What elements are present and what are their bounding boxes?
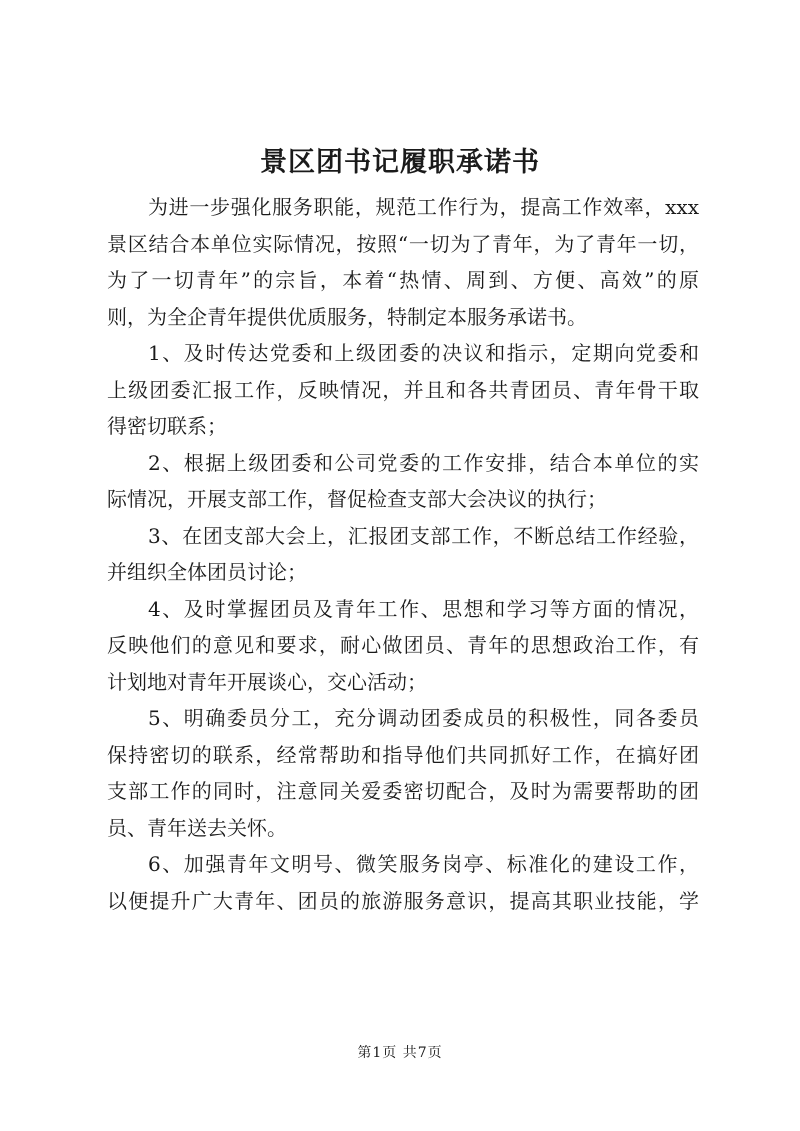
paragraph-line: 6、加强青年文明号、微笑服务岗亭、标准化的建设工作， — [148, 852, 699, 876]
paragraph-line: 际情况，开展支部工作，督促检查支部大会决议的执行； — [107, 487, 607, 511]
paragraph-line: 支部工作的同时，注意同关爱委密切配合，及时为需要帮助的团 — [107, 779, 699, 803]
paragraph-intro — [107, 189, 699, 335]
paragraph-line: 以便提升广大青年、团员的旅游服务意识，提高其职业技能，学 — [107, 888, 699, 913]
paragraph-line: 5、明确委员分工，充分调动团委成员的积极性，同各委员 — [148, 706, 699, 730]
paragraph-line: 为了一切青年”的宗旨，本着“热情、周到、方便、高效”的原 — [107, 268, 699, 292]
paragraph-line: 3、在团支部大会上，汇报团支部工作，不断总结工作经验， — [148, 523, 699, 548]
paragraph-line: 得密切联系； — [107, 414, 227, 438]
paragraph-line: 2、根据上级团委和公司党委的工作安排，结合本单位的实 — [148, 450, 699, 475]
paragraph-line: 为进一步强化服务职能，规范工作行为，提高工作效率，xxx — [148, 195, 699, 219]
paragraph-item-5 — [107, 700, 699, 846]
paragraph-line: 计划地对青年开展谈心，交心活动； — [107, 669, 427, 694]
paragraph-line: 则，为全企青年提供优质服务，特制定本服务承诺书。 — [107, 304, 587, 329]
document-body — [107, 189, 699, 919]
paragraph-item-2 — [107, 445, 699, 518]
page-number: 第1页 共7页 — [357, 1045, 443, 1061]
paragraph-item-6 — [107, 846, 699, 919]
paragraph-line: 4、及时掌握团员及青年工作、思想和学习等方面的情况， — [148, 596, 699, 621]
paragraph-line: 反映他们的意见和要求，耐心做团员、青年的思想政治工作，有 — [107, 633, 699, 657]
paragraph-item-3 — [107, 518, 699, 591]
paragraph-line: 上级团委汇报工作，反映情况，并且和各共青团员、青年骨干取 — [107, 377, 699, 402]
paragraph-item-4 — [107, 591, 699, 701]
paragraph-line: 1、及时传达党委和上级团委的决议和指示，定期向党委和 — [148, 341, 699, 365]
paragraph-line: 员、青年送去关怀。 — [107, 815, 287, 840]
document-title: 景区团书记履职承诺书 — [260, 147, 540, 178]
paragraph-line: 景区结合本单位实际情况，按照“一切为了青年，为了青年一切， — [107, 231, 699, 256]
paragraph-line: 并组织全体团员讨论； — [107, 560, 307, 584]
paragraph-line: 保持密切的联系，经常帮助和指导他们共同抓好工作，在搞好团 — [107, 742, 699, 767]
paragraph-item-1 — [107, 335, 699, 445]
